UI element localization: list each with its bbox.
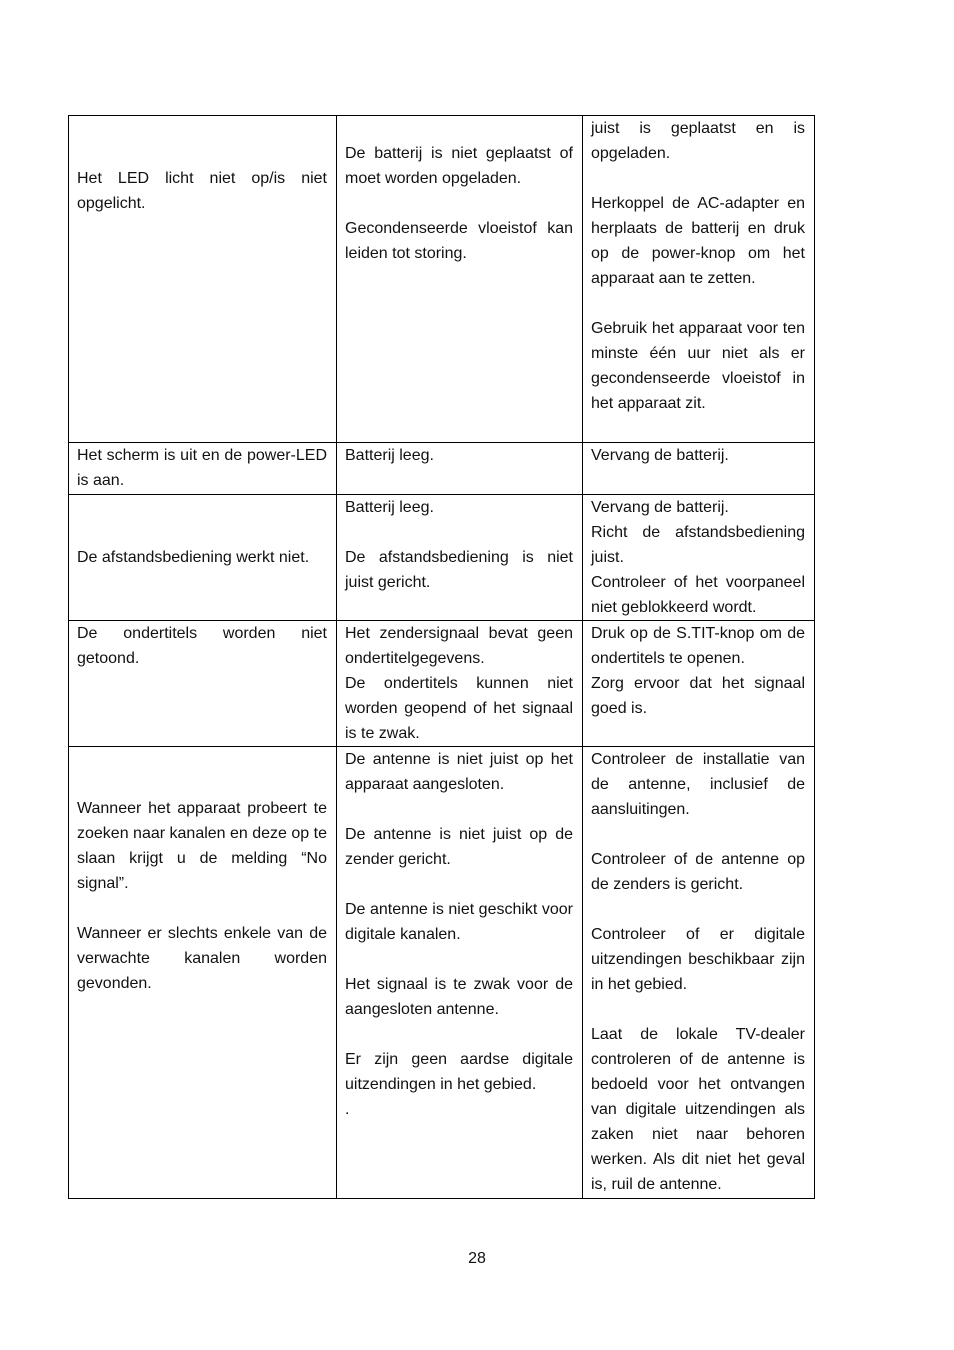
problem-cell	[68, 442, 337, 495]
solution-cell	[582, 746, 815, 1199]
cause-text: De batterij is niet geplaatst of moet worden opgeladen. Gecondenseerde vloeistof kan leiden tot storing.	[345, 145, 573, 262]
cause-cell	[336, 746, 583, 1199]
table-row	[68, 115, 814, 442]
problem-cell	[68, 620, 337, 747]
solution-text: Druk op de S.TIT-knop om de ondertitels te openen. Zorg ervoor dat het signaal goed is.	[591, 625, 805, 717]
problem-cell	[68, 746, 337, 1199]
solution-cell	[582, 115, 815, 443]
cause-cell	[336, 620, 583, 747]
troubleshooting-table	[68, 115, 814, 1198]
solution-text: Vervang de batterij.	[591, 447, 729, 464]
problem-cell	[68, 494, 337, 621]
solution-cell	[582, 442, 815, 495]
problem-text: Wanneer het apparaat probeert te zoeken naar kanalen en deze op te slaan krijgt u de melding “No signal”. Wanneer er slechts enkele van de verwachte kanalen worden gevonden.	[77, 800, 327, 992]
table-row	[68, 746, 814, 1198]
cause-text: Batterij leeg.	[345, 447, 434, 464]
solution-text: Controleer de installatie van de antenne, inclusief de aansluitingen. Controleer of de antenne op de zenders is gericht. Controleer of er digitale uitzendingen beschikbaar zijn in het gebied. Laat de lokale TV-dealer controleren of de antenne is bedoeld voor het ontvangen van digitale uitzendingen als zaken niet naar behoren werken. Als dit niet het geval is, ruil de antenne.	[591, 751, 805, 1193]
cause-text: De antenne is niet juist op het apparaat aangesloten. De antenne is niet juist op de zender gericht. De antenne is niet geschikt voor digitale kanalen. Het signaal is te zwak voor de aangesloten antenne. Er zijn geen aardse digitale uitzendingen in het gebied. .	[345, 751, 573, 1118]
cause-cell	[336, 442, 583, 495]
page-number: 28	[468, 1250, 486, 1267]
problem-text: Het scherm is uit en de power-LED is aan.	[77, 447, 332, 489]
table-row	[68, 620, 814, 746]
cause-cell	[336, 494, 583, 621]
problem-cell	[68, 115, 337, 443]
cause-text: Het zendersignaal bevat geen ondertitelgegevens. De ondertitels kunnen niet worden geopend of het signaal is te zwak.	[345, 625, 573, 742]
table-row	[68, 442, 814, 494]
cause-text: Batterij leeg. De afstandsbediening is niet juist gericht.	[345, 499, 573, 591]
solution-cell	[582, 494, 815, 621]
problem-text: De afstandsbediening werkt niet.	[77, 549, 310, 566]
solution-text: Vervang de batterij. Richt de afstandsbediening juist. Controleer of het voorpaneel niet geblokkeerd wordt.	[591, 499, 805, 616]
problem-text: De ondertitels worden niet getoond.	[77, 625, 332, 667]
solution-cell	[582, 620, 815, 747]
cause-cell	[336, 115, 583, 443]
problem-text: Het LED licht niet op/is niet opgelicht.	[77, 170, 332, 212]
solution-text: juist is geplaatst en is opgeladen. Herkoppel de AC-adapter en herplaats de batterij en druk op de power-knop om het apparaat aan te zetten. Gebruik het apparaat voor ten minste één uur niet als er gecondenseerde vloeistof in het apparaat zit.	[591, 120, 805, 412]
table-row	[68, 494, 814, 620]
